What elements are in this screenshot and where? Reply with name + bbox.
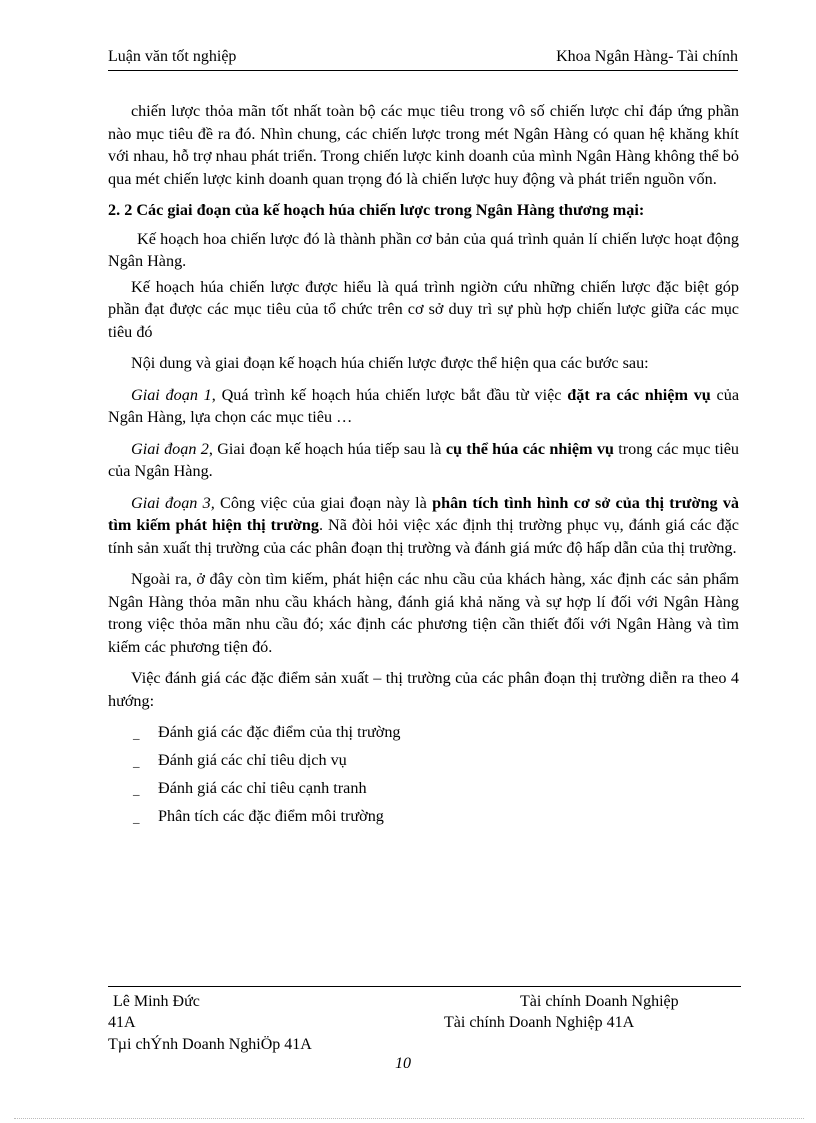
stage-2-paragraph [108,438,739,483]
footer-author: Lê Minh Đức [113,993,200,1010]
bullet-dash: _ [133,782,140,797]
footer-department-class: Tài chính Doanh Nghiệp 41A [444,1014,635,1031]
list-item-text: Phân tích các đặc điểm môi trường [158,807,384,825]
paragraph-1: chiến lược thỏa mãn tốt nhất toàn bộ các mục tiêu trong vô số chiến lược chỉ đáp ứng phần nào mục tiêu đề ra đó. Nhìn chung, các chiến lược trong mét Ngân Hàng có quan hệ khăng khít với nhau, hỗ trợ nhau phát triển. Trong chiến lược kinh doanh của mình Ngân Hàng không thể bỏ qua mét chiến lược kinh doanh quan trọng đó là chiến lược huy động và phát triển nguồn vốn. [108,102,739,188]
stage-1-text-end: của Ngân Hàng, lựa chọn các mục tiêu … [108,385,740,426]
stage-3-bold: phân tích tình hình cơ sở của thị trường và tìm kiếm phát hiện thị trường [108,493,740,534]
list-item-text: Đánh giá các chỉ tiêu dịch vụ [158,751,347,769]
list-item [108,777,739,805]
footer-department: Tài chính Doanh Nghiệp [520,993,679,1010]
bullet-dash: _ [133,726,140,741]
footer-divider [108,986,741,987]
page-header [108,48,738,71]
stage-1-label: Giai đoạn 1 [131,385,212,404]
stage-1-paragraph [108,384,739,429]
bullet-dash: _ [133,810,140,825]
paragraph-3: Kế hoạch húa chiến lược được hiểu là quá trình ngiờn cứu những chiến lược đặc biệt góp phần đạt được các mục tiêu của tổ chức trên cơ sở duy trì sự phù hợp chiến lược giữa các mục tiêu đó [108,277,739,341]
paragraph-4: Nội dung và giai đoạn kế hoạch húa chiến lược được thể hiện qua các bước sau: [131,354,649,372]
stage-1-text: , Quá trình kế hoạch húa chiến lược bắt đầu từ việc [211,385,568,404]
list-item-text: Đánh giá các chỉ tiêu cạnh tranh [158,779,367,797]
page-number: 10 [395,1055,411,1072]
paragraph-6: Việc đánh giá các đặc điểm sản xuất – thị trường của các phân đoạn thị trường diễn ra theo 4 hướng: [108,669,739,710]
direction-list [108,721,739,833]
stage-1-bold: đặt ra các nhiệm vụ [567,385,711,404]
page-bottom-dotted-border [14,1118,804,1119]
list-item-text: Đánh giá các đặc điểm của thị trường [158,723,401,741]
paragraph-2: Kế hoạch hoa chiến lược đó là thành phần cơ bản của quá trình quản lí chiến lược hoạt động Ngân Hàng. [108,229,739,270]
section-heading: 2. 2 Các giai đoạn của kế hoạch húa chiến lược trong Ngân Hàng thương mại: [108,201,645,219]
document-body [108,100,739,833]
stage-3-text-end: . Nã đòi hỏi việc xác định thị trường phục vụ, đánh giá các đặc tính sản xuất thị trường của các phân đoạn thị trường và đánh giá mức độ hấp dẫn của thị trường. [108,516,739,557]
stage-3-label: Giai đoạn 3, [131,493,215,512]
list-item [108,805,739,833]
stage-3-text: Công việc của giai đoạn này là [214,493,433,512]
footer-class: 41A [108,1014,136,1031]
stage-2-text-end: trong các mục tiêu của Ngân Hàng. [108,439,739,480]
header-thesis-title: Luận văn tốt nghiệp [108,48,237,65]
list-item [108,721,739,749]
bullet-dash: _ [133,754,140,769]
stage-3-paragraph [108,492,739,560]
stage-2-bold: cụ thể húa các nhiệm vụ [445,439,614,458]
paragraph-5: Ngoài ra, ở đây còn tìm kiếm, phát hiện các nhu cầu của khách hàng, xác định các sản phẩm Ngân Hàng thỏa mãn nhu cầu khách hàng, đánh giá khả năng và sự hợp lí đối với Ngân Hàng trong việc thỏa mãn nhu cầu đó; xác định các phương tiện cần thiết đối với Ngân Hàng và tìm kiếm các phương tiện đó. [108,570,739,656]
stage-2-text: , Giai đoạn kế hoạch húa tiếp sau là [208,439,446,458]
footer-garbled-text: Tµi chÝnh Doanh NghiÖp 41A [108,1036,312,1053]
stage-2-label: Giai đoạn 2 [131,439,209,458]
list-item [108,749,739,777]
header-faculty: Khoa Ngân Hàng- Tài chính [556,48,738,65]
